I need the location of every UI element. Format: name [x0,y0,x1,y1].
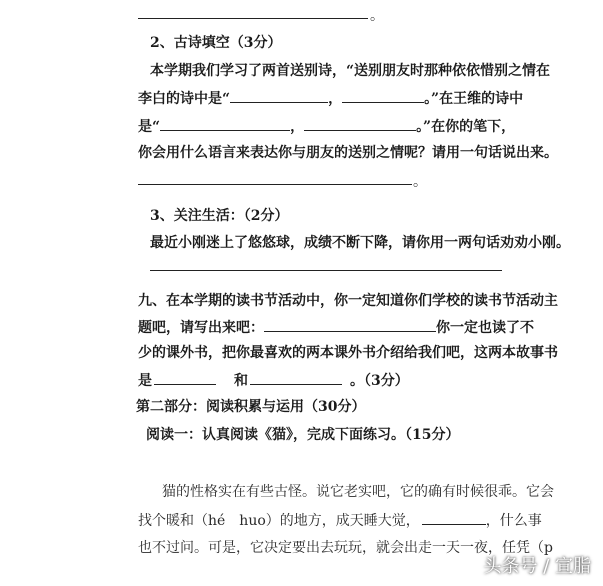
q9-line3: 少的课外书，把你最喜欢的两本课外书介绍给我们吧，这两本故事书 [138,345,558,361]
passage-line3: 也不过问。可是，它决定要出去玩玩，就会出走一天一夜，任凭（p [138,540,553,556]
reading1-heading: 阅读一：认真阅读《猫》，完成下面练习。（15分） [146,427,460,443]
q2-line4: 你会用什么语言来表达你与朋友的送别之情呢？请用一句话说出来。 [138,145,558,161]
blank-book-2[interactable] [250,370,342,385]
q2-line2 [138,88,523,109]
answer-line[interactable] [138,184,412,185]
period: 。 [370,8,384,24]
part2-heading: 第二部分：阅读积累与运用（30分） [136,399,366,415]
q2-line2-start: 李白的诗中是“ [138,91,231,107]
passage-line2-start: 找个暖和（hé huo）的地方，成天睡大觉， [138,513,420,529]
watermark: 头条号 / 宣脂 [483,556,591,577]
blank-wang-wei-2[interactable] [304,116,416,131]
q9-line2 [138,317,534,338]
q9-line2-end: 你一定也读了不 [436,320,534,336]
passage-line2-end: ，什么事 [485,513,542,529]
period: 。 [413,174,427,190]
blank-li-bai-2[interactable] [342,88,424,103]
q9-line2-start: 题吧，请写出来吧： [138,320,264,336]
blank-passage[interactable] [422,510,486,525]
blank-li-bai-1[interactable] [230,88,328,103]
blank-book-1[interactable] [154,370,216,385]
q3-line1: 最近小刚迷上了悠悠球，成绩不断下降，请你用一两句话劝劝小刚。 [150,235,570,251]
passage-line2 [138,510,542,531]
q9-line4 [138,370,409,391]
answer-line[interactable] [150,270,502,271]
q9-line4-start: 是 [138,373,152,389]
q2-line2-comma: ， [328,91,343,107]
passage-line1: 猫的性格实在有些古怪。说它老实吧，它的确有时候很乖。它会 [162,484,554,500]
blank-wang-wei-1[interactable] [160,116,290,131]
q9-line4-and: 和 [234,373,248,389]
q9-line4-end: 。（3分） [350,373,409,389]
answer-line[interactable] [138,18,368,19]
q2-line3-end: 。”在你的笔下， [416,119,516,135]
blank-reading-festival-theme[interactable] [264,317,436,332]
q2-line1: 本学期我们学习了两首送别诗，“送别朋友时那种依依惜别之情在 [150,63,551,79]
q9-line1: 九、在本学期的读书节活动中，你一定知道你们学校的读书节活动主 [138,293,558,309]
q2-line3-comma: ， [290,119,305,135]
q2-line3-start: 是“ [138,119,161,135]
q3-heading: 3、关注生活：（2分） [150,208,289,224]
q2-heading: 2、古诗填空（3分） [150,35,282,51]
q2-line3 [138,116,515,137]
q2-line2-end: 。”在王维的诗中 [424,91,524,107]
